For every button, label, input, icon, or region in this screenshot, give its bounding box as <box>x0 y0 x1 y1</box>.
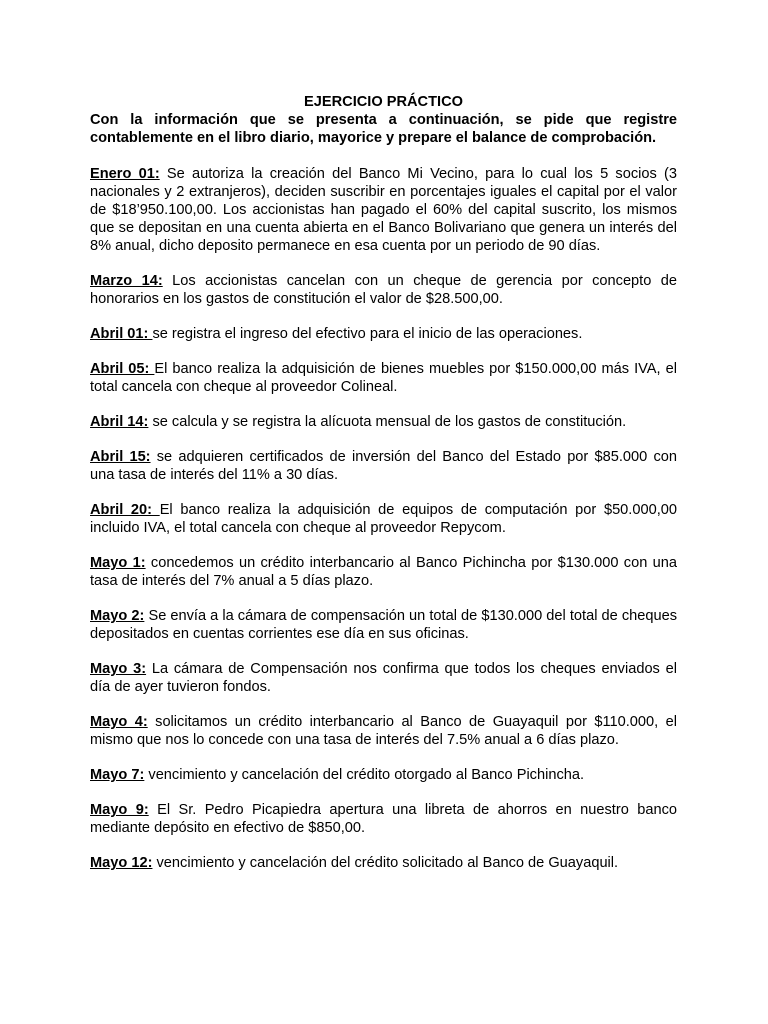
entry-abril-14 <box>90 413 677 431</box>
entry-date: Mayo 4: <box>90 714 148 730</box>
entry-date: Abril 05: <box>90 361 155 377</box>
entry-date: Marzo 14: <box>90 273 163 289</box>
entry-mayo-1 <box>90 554 677 590</box>
entry-enero-01 <box>90 165 677 255</box>
document-title: EJERCICIO PRÁCTICO <box>304 94 463 110</box>
entry-abril-05 <box>90 360 677 396</box>
entry-text: vencimiento y cancelación del crédito otorgado al Banco Pichincha. <box>144 767 585 783</box>
entry-text: Se autoriza la creación del Banco Mi Vecino, para lo cual los 5 socios (3 nacionales y 2 extranjeros), deciden suscribir en porcentajes iguales el capital por el valor de $18’950.100,00. Los accionistas han pagado el 60% del capital suscrito, los mismos que se depositan en una cuenta abierta en el Banco Bolivariano que genera un interés del 8% anual, dicho deposito permanece en esa cuenta por un periodo de 90 días. <box>90 166 677 254</box>
entry-text: El banco realiza la adquisición de equipos de computación por $50.000,00 incluido IVA, el total cancela con cheque al proveedor Repycom. <box>90 502 677 536</box>
entry-date: Mayo 12: <box>90 855 153 871</box>
entry-marzo-14 <box>90 272 677 308</box>
entry-text: concedemos un crédito interbancario al Banco Pichincha por $130.000 con una tasa de interés del 7% anual a 5 días plazo. <box>90 555 677 589</box>
entry-mayo-4 <box>90 713 677 749</box>
entry-date: Enero 01: <box>90 166 160 182</box>
entry-text: Los accionistas cancelan con un cheque de gerencia por concepto de honorarios en los gastos de constitución el valor de $28.500,00. <box>90 273 678 307</box>
entry-date: Abril 14: <box>90 414 149 430</box>
entry-text: se adquieren certificados de inversión del Banco del Estado por $85.000 con una tasa de interés del 11% a 30 días. <box>90 449 677 483</box>
entry-date: Abril 15: <box>90 449 151 465</box>
entry-abril-15 <box>90 448 677 484</box>
entry-date: Mayo 7: <box>90 767 145 783</box>
entry-text: se calcula y se registra la alícuota mensual de los gastos de constitución. <box>148 414 627 430</box>
entry-text: El banco realiza la adquisición de bienes muebles por $150.000,00 más IVA, el total cancela con cheque al proveedor Colineal. <box>90 361 677 395</box>
entry-text: Se envía a la cámara de compensación un total de $130.000 del total de cheques depositados en cuentas corrientes ese día en sus oficinas. <box>90 608 678 642</box>
entry-date: Mayo 1: <box>90 555 146 571</box>
entry-abril-20 <box>90 501 677 537</box>
entry-date: Abril 01: <box>90 326 153 342</box>
entry-date: Mayo 3: <box>90 661 147 677</box>
entry-text: se registra el ingreso del efectivo para el inicio de las operaciones. <box>152 326 583 342</box>
document-body <box>90 93 677 889</box>
entry-text: La cámara de Compensación nos confirma que todos los cheques enviados el día de ayer tuvieron fondos. <box>90 661 677 695</box>
entry-date: Mayo 2: <box>90 608 145 624</box>
entry-abril-01 <box>90 325 677 343</box>
entry-mayo-7 <box>90 766 677 784</box>
entry-mayo-9 <box>90 801 677 837</box>
entry-text: vencimiento y cancelación del crédito solicitado al Banco de Guayaquil. <box>152 855 619 871</box>
entry-text: solicitamos un crédito interbancario al Banco de Guayaquil por $110.000, el mismo que nos lo concede con una tasa de interés del 7.5% anual a 6 días plazo. <box>90 714 677 748</box>
entry-mayo-2 <box>90 607 677 643</box>
document-intro: Con la información que se presenta a continuación, se pide que registre contablemente en el libro diario, mayorice y prepare el balance de comprobación. <box>90 112 677 146</box>
entry-mayo-12 <box>90 854 677 872</box>
entry-text: El Sr. Pedro Picapiedra apertura una libreta de ahorros en nuestro banco mediante depósito en efectivo de $850,00. <box>90 802 677 836</box>
entry-mayo-3 <box>90 660 677 696</box>
entry-date: Abril 20: <box>90 502 160 518</box>
entry-date: Mayo 9: <box>90 802 149 818</box>
